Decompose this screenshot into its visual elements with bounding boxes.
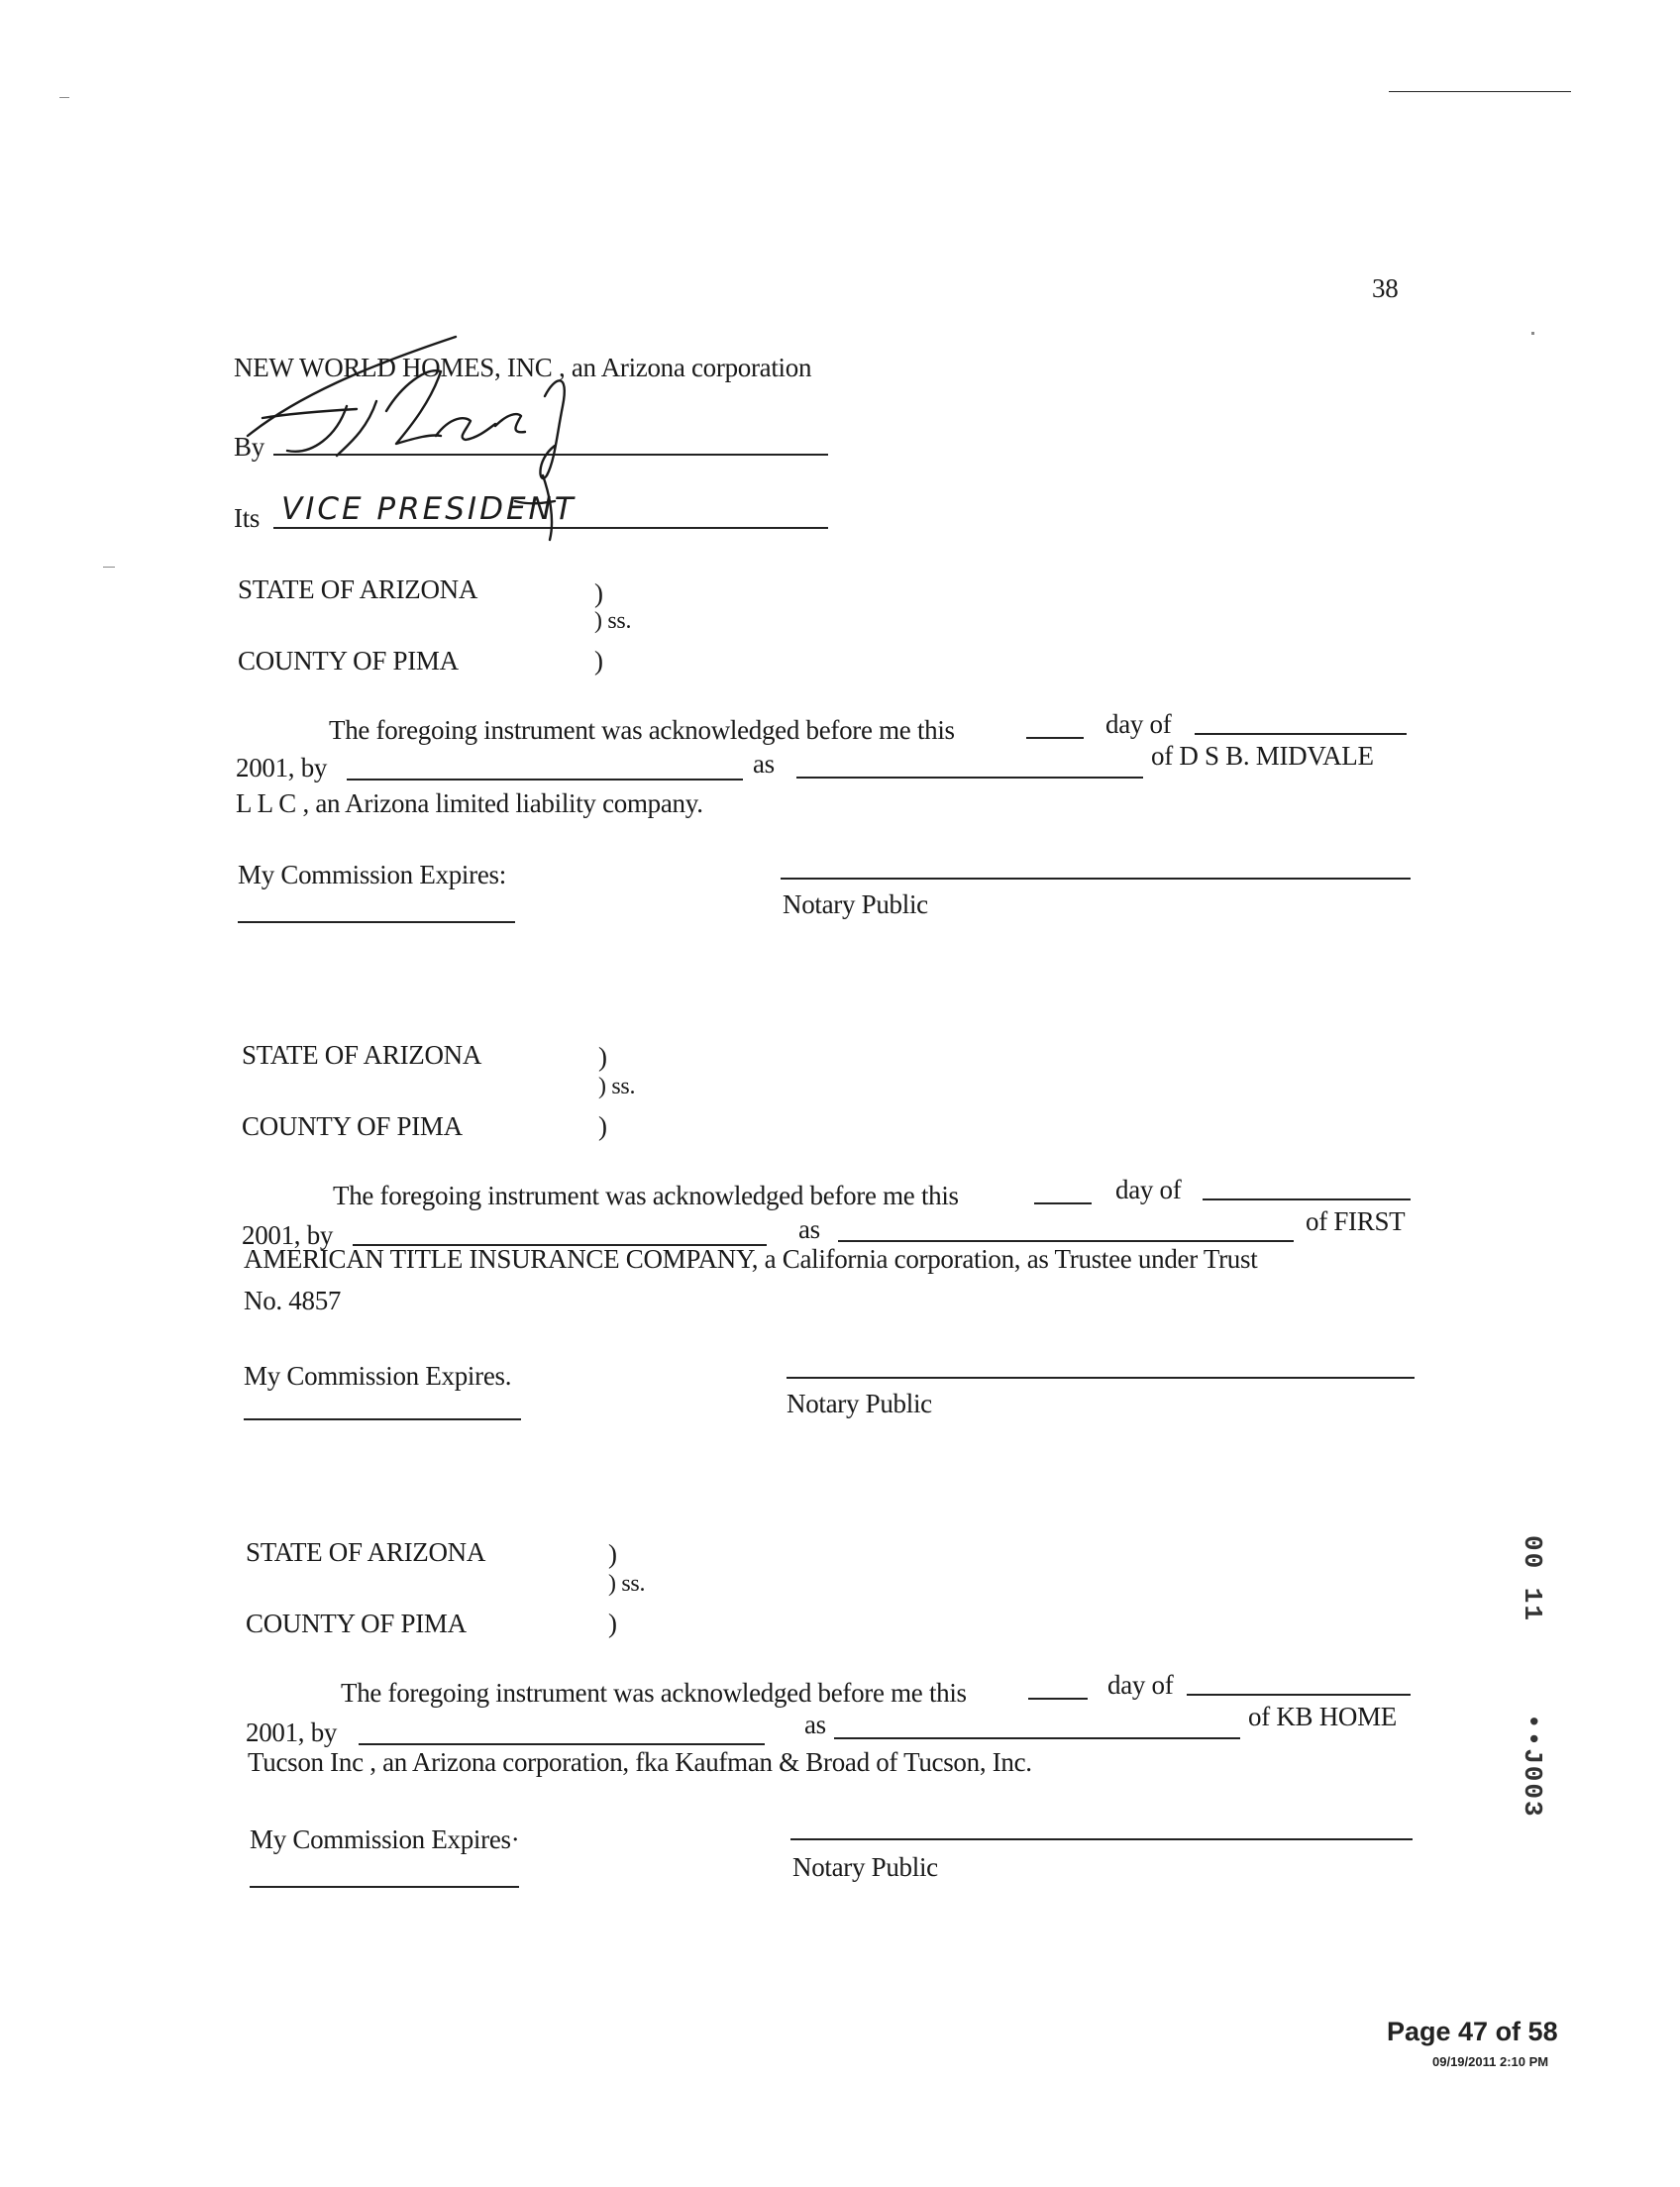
ack3-ss: ) ss. xyxy=(608,1571,646,1597)
top-rule xyxy=(1389,91,1571,92)
ack1-name-blank xyxy=(347,779,743,781)
ack3-notary-line xyxy=(790,1838,1413,1840)
ack1-ss: ) ss. xyxy=(594,608,632,634)
ack3-of-entity: of KB HOME xyxy=(1248,1702,1397,1731)
ack1-of-entity: of D S B. MIDVALE xyxy=(1151,741,1374,771)
ack2-commission: My Commission Expires. xyxy=(244,1361,512,1391)
ack3-as: as xyxy=(804,1710,826,1739)
ack3-state: STATE OF ARIZONA xyxy=(246,1537,486,1567)
ack1-month-blank xyxy=(1195,733,1407,735)
side-stamp-bottom: ••J003 xyxy=(1518,1714,1547,1819)
ack3-title-blank xyxy=(834,1737,1240,1739)
scan-speck xyxy=(59,97,69,98)
footer-page-count: Page 47 of 58 xyxy=(1387,2017,1558,2046)
ack3-year-by: 2001, by xyxy=(246,1718,338,1747)
ack1-county: COUNTY OF PIMA xyxy=(238,646,459,676)
ack2-of-entity: of FIRST xyxy=(1306,1206,1406,1236)
ack2-state: STATE OF ARIZONA xyxy=(242,1040,482,1070)
ack3-expiry-line xyxy=(250,1886,519,1888)
ack1-notary: Notary Public xyxy=(783,889,928,919)
ack1-day-blank xyxy=(1026,737,1084,739)
scan-speck xyxy=(103,567,115,568)
ack2-day-blank xyxy=(1034,1202,1092,1204)
ack1-as: as xyxy=(753,749,775,779)
ack3-paren-top: ) xyxy=(608,1539,617,1569)
ack3-paren-bottom: ) xyxy=(608,1609,617,1638)
page-number: 38 xyxy=(1372,273,1399,303)
ack1-expiry-line xyxy=(238,921,515,923)
ack3-notary: Notary Public xyxy=(792,1852,938,1882)
ack2-entity-cont2: No. 4857 xyxy=(244,1286,342,1315)
ack1-year-by: 2001, by xyxy=(236,753,328,782)
ack1-day-of: day of xyxy=(1105,709,1172,739)
ack3-sentence: The foregoing instrument was acknowledged before me this xyxy=(341,1678,967,1708)
ack1-commission: My Commission Expires: xyxy=(238,860,506,889)
company-name: NEW WORLD HOMES, INC , an Arizona corporation xyxy=(234,353,812,382)
by-label: By xyxy=(234,432,264,462)
ack2-entity-cont: AMERICAN TITLE INSURANCE COMPANY, a California corporation, as Trustee under Trust xyxy=(244,1244,1258,1274)
ack2-county: COUNTY OF PIMA xyxy=(242,1111,463,1141)
ack2-day-of: day of xyxy=(1115,1175,1182,1204)
footer-timestamp: 09/19/2011 2:10 PM xyxy=(1432,2054,1549,2069)
ack2-month-blank xyxy=(1203,1198,1411,1200)
ack1-entity-cont: L L C , an Arizona limited liability company. xyxy=(236,788,703,818)
ack3-day-of: day of xyxy=(1107,1670,1174,1700)
ack1-paren-top: ) xyxy=(594,578,603,608)
ack2-expiry-line xyxy=(244,1418,521,1420)
ack3-entity-cont: Tucson Inc , an Arizona corporation, fka Kaufman & Broad of Tucson, Inc. xyxy=(248,1747,1032,1777)
handwritten-title: VICE PRESIDENT xyxy=(281,491,577,527)
ack1-state: STATE OF ARIZONA xyxy=(238,574,478,604)
ack2-paren-bottom: ) xyxy=(598,1111,607,1141)
ack3-day-blank xyxy=(1028,1698,1088,1700)
ack3-county: COUNTY OF PIMA xyxy=(246,1609,467,1638)
ack3-name-blank xyxy=(359,1743,765,1745)
ack2-paren-top: ) xyxy=(598,1042,607,1072)
scan-speck xyxy=(1531,332,1534,335)
signature-scribble xyxy=(228,327,644,565)
ack2-as: as xyxy=(798,1214,820,1244)
ack3-month-blank xyxy=(1187,1694,1411,1696)
ack1-notary-line xyxy=(781,878,1411,880)
ack1-title-blank xyxy=(796,777,1143,779)
ack2-sentence: The foregoing instrument was acknowledged before me this xyxy=(333,1181,959,1210)
ack2-year-by: 2001, by xyxy=(242,1220,334,1250)
ack2-notary-line xyxy=(787,1377,1415,1379)
ack2-title-blank xyxy=(838,1240,1294,1242)
its-label: Its xyxy=(234,503,261,533)
ack2-ss: ) ss. xyxy=(598,1074,636,1099)
ack1-sentence: The foregoing instrument was acknowledged before me this xyxy=(329,715,955,745)
ack2-notary: Notary Public xyxy=(787,1389,932,1418)
ack1-paren-bottom: ) xyxy=(594,646,603,676)
side-stamp-top: 00 11 xyxy=(1518,1535,1547,1623)
ack3-commission: My Commission Expires· xyxy=(250,1824,520,1854)
